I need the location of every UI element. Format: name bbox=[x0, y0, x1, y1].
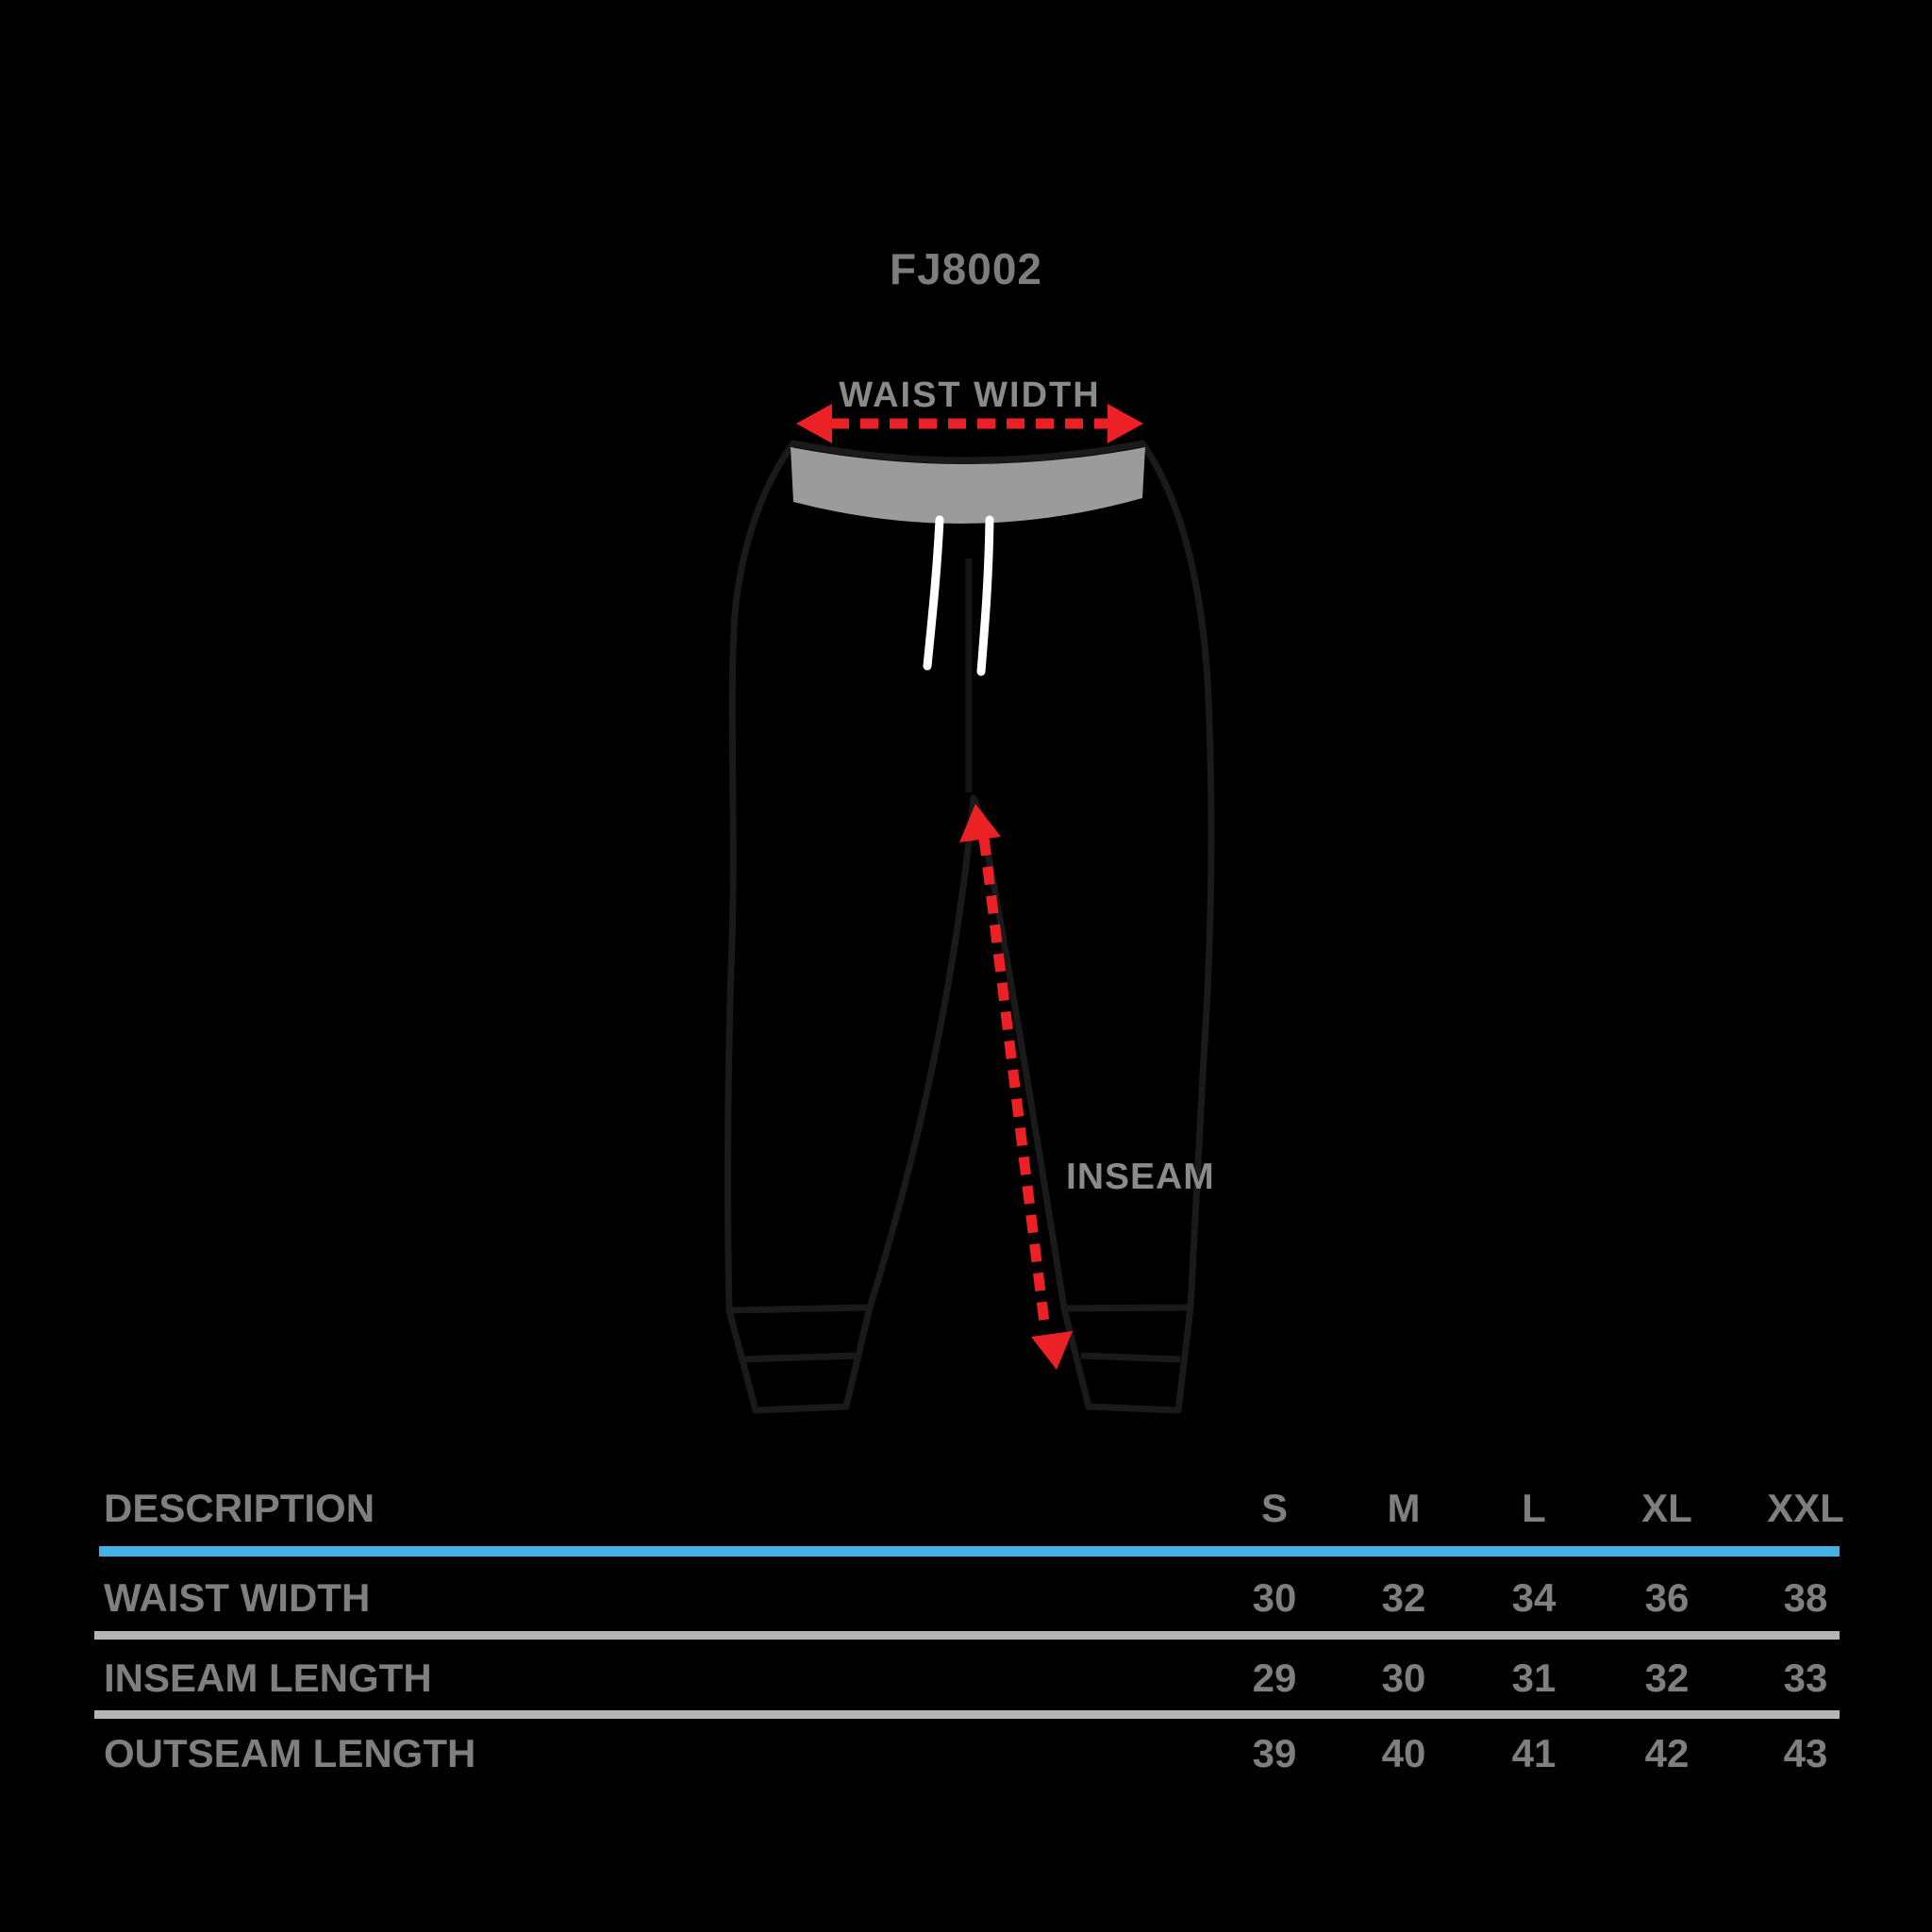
table-cell: 40 bbox=[1381, 1731, 1426, 1775]
table-cell: 39 bbox=[1252, 1731, 1297, 1775]
table-cell: 41 bbox=[1511, 1731, 1557, 1775]
table-header-size-s: S bbox=[1260, 1486, 1288, 1530]
cuff-seam-lines bbox=[740, 1356, 1180, 1359]
table-cell: 29 bbox=[1252, 1656, 1297, 1700]
cuff-top-lines bbox=[729, 1307, 1191, 1310]
table-cell: 33 bbox=[1783, 1656, 1828, 1700]
table-row-label: WAIST WIDTH bbox=[104, 1575, 371, 1620]
row-divider bbox=[94, 1631, 1840, 1640]
table-header-size-m: M bbox=[1387, 1486, 1421, 1530]
header-rule bbox=[99, 1546, 1840, 1557]
table-cell: 32 bbox=[1644, 1656, 1690, 1700]
waist-width-label: WAIST WIDTH bbox=[839, 375, 1101, 415]
table-cell: 31 bbox=[1511, 1656, 1557, 1700]
table-cell: 32 bbox=[1381, 1575, 1426, 1620]
table-row-label: INSEAM LENGTH bbox=[104, 1656, 432, 1700]
table-header-size-xl: XL bbox=[1641, 1486, 1692, 1530]
table-cell: 36 bbox=[1644, 1575, 1690, 1620]
table-cell: 38 bbox=[1783, 1575, 1828, 1620]
row-divider bbox=[94, 1710, 1840, 1719]
table-cell: 34 bbox=[1511, 1575, 1557, 1620]
table-cell: 30 bbox=[1381, 1656, 1426, 1700]
table-cell: 42 bbox=[1644, 1731, 1690, 1775]
inseam-label: INSEAM bbox=[1066, 1157, 1215, 1197]
table-cell: 43 bbox=[1783, 1731, 1828, 1775]
product-code: FJ8002 bbox=[889, 244, 1042, 293]
table-row-label: OUTSEAM LENGTH bbox=[104, 1731, 476, 1775]
table-header-description: DESCRIPTION bbox=[104, 1486, 375, 1530]
table-cell: 30 bbox=[1252, 1575, 1297, 1620]
table-header-size-l: L bbox=[1522, 1486, 1546, 1530]
table-header-size-xxl: XXL bbox=[1767, 1486, 1844, 1530]
